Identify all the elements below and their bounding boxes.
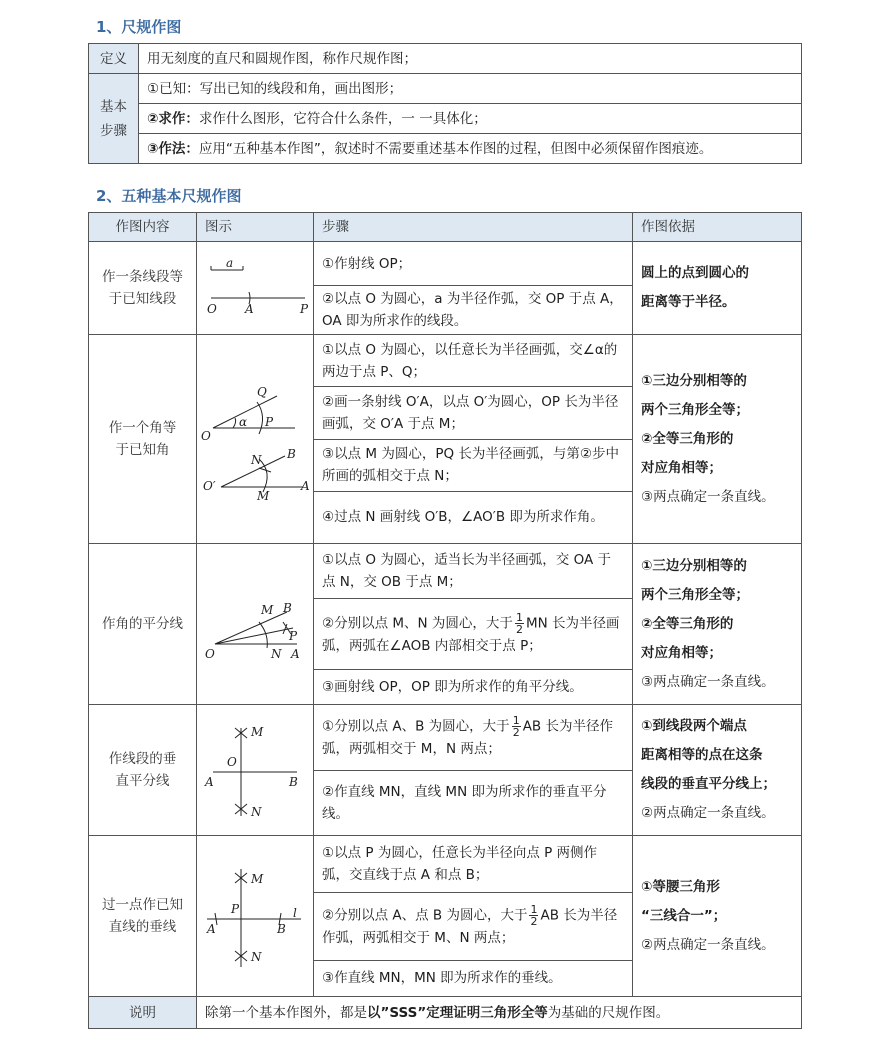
svg-text:α: α [239, 415, 248, 429]
label-P: P [300, 302, 309, 316]
row3-basis: ①三边分别相等的 两个三角形全等； ②全等三角形的 对应角相等； ③两点确定一条直线。 [633, 544, 802, 705]
row2-step-1: ①以点 O 为圆心，以任意长为半径画弧，交∠α的两边于点 P、Q； [314, 335, 632, 387]
svg-text:O′: O′ [203, 479, 216, 493]
svg-text:B: B [287, 447, 296, 461]
svg-text:O: O [201, 429, 211, 443]
def-label: 定义 [89, 44, 139, 74]
basic-step-1: ①已知：写出已知的线段和角，画出图形； [139, 74, 802, 104]
svg-text:N: N [251, 805, 262, 819]
row4-step-1: ①分别以点 A、B 为圆心，大于 $\frac{1}{2}$ AB 长为半径作弧，两弧相交于 M，N 两点； [314, 705, 632, 771]
row3-step-3: ③画射线 OP，OP 即为所求作的角平分线。 [322, 678, 583, 695]
svg-text:l: l [293, 906, 297, 920]
row1-figure [197, 242, 314, 335]
label-a: a [226, 258, 234, 270]
row2-step-2: ②画一条射线 O′A，以点 O′为圆心，OP 长为半径画弧，交 O′A 于点 M； [314, 387, 632, 439]
svg-text:O: O [227, 755, 237, 769]
note-label: 说明 [89, 997, 197, 1029]
basic-step-3: ③作法：应用“五种基本作图”，叙述时不需要重述基本作图的过程，但图中必须保留作图痕迹。 [139, 134, 802, 164]
row2-figure [197, 335, 314, 544]
svg-text:N: N [271, 647, 282, 661]
label-A: A [245, 302, 254, 316]
svg-text:O: O [205, 647, 215, 661]
svg-text:A: A [301, 479, 310, 493]
row3-figure [197, 544, 314, 705]
header-basis: 作图依据 [633, 213, 802, 242]
row2-basis: ①三边分别相等的 两个三角形全等； ②全等三角形的 对应角相等； ③两点确定一条直线。 [633, 335, 802, 544]
svg-text:Q: Q [257, 385, 267, 399]
section1-title: 1、尺规作图 [96, 18, 182, 36]
label-O: O [207, 302, 217, 316]
svg-text:P: P [265, 415, 274, 429]
row4-step-2: ②作直线 MN，直线 MN 即为所求作的垂直平分线。 [322, 783, 607, 822]
row1-name: 作一条线段等于已知线段 [89, 242, 197, 335]
row5-step-2: ②分别以点 A、点 B 为圆心，大于 $\frac{1}{2}$ AB 长为半径作弧，两弧相交于 M、N 两点； [314, 893, 632, 961]
table-row [89, 836, 802, 997]
row2-step-3: ③以点 M 为圆心，PQ 长为半径画弧，与第②步中所画的弧相交于点 N； [314, 440, 632, 492]
row1-step-1: ①作射线 OP； [314, 242, 632, 286]
row5-step-3: ③作直线 MN，MN 即为所求作的垂线。 [322, 970, 562, 987]
note-text: 除第一个基本作图外，都是以”SSS”定理证明三角形全等为基础的尺规作图。 [197, 997, 802, 1029]
svg-text:P: P [231, 902, 240, 916]
svg-text:N: N [251, 950, 262, 964]
svg-text:M: M [261, 603, 274, 617]
svg-text:A: A [291, 647, 300, 661]
row5-name: 过一点作已知直线的垂线 [89, 836, 197, 997]
header-steps: 步骤 [314, 213, 633, 242]
row4-figure [197, 705, 314, 836]
row2-step-4: ④过点 N 画射线 O′B，∠AO′B 即为所求作角。 [322, 509, 604, 526]
svg-text:A: A [207, 922, 216, 936]
table-row [89, 705, 802, 836]
svg-text:P: P [289, 629, 298, 643]
row4-basis: ①到线段两个端点 距离相等的点在这条 线段的垂直平分线上； ②两点确定一条直线。 [633, 705, 802, 836]
definition-table [88, 43, 802, 164]
svg-text:B: B [283, 601, 292, 615]
svg-text:M: M [251, 872, 264, 886]
row2-name: 作一个角等于已知角 [89, 335, 197, 544]
header-content: 作图内容 [89, 213, 197, 242]
row4-name: 作线段的垂直平分线 [89, 705, 197, 836]
def-text: 用无刻度的直尺和圆规作图，称作尺规作图； [139, 44, 802, 74]
svg-text:B: B [277, 922, 286, 936]
table-row [89, 242, 802, 335]
table-row [89, 544, 802, 705]
row1-step-2: ②以点 O 为圆心，a 为半径作弧，交 OP 于点 A，OA 即为所求作的线段。 [322, 291, 623, 329]
svg-text:M: M [251, 725, 264, 739]
header-figure: 图示 [197, 213, 314, 242]
svg-text:B: B [289, 775, 298, 789]
steps-label: 基本步骤 [89, 74, 139, 164]
basic-step-2: ②求作：求作什么图形，它符合什么条件，一 一具体化； [139, 104, 802, 134]
constructions-table [88, 212, 802, 1029]
table-row [89, 335, 802, 544]
row3-step-2: ②分别以点 M、N 为圆心，大于 $\frac{1}{2}$ MN 长为半径画弧，两弧在∠AOB 内部相交于点 P； [314, 599, 632, 669]
row5-figure [197, 836, 314, 997]
note-row [89, 997, 802, 1029]
row3-name: 作角的平分线 [89, 544, 197, 705]
svg-text:A: A [205, 775, 214, 789]
row3-step-1: ①以点 O 为圆心，适当长为半径画弧，交 OA 于点 N，交 OB 于点 M； [314, 544, 632, 599]
svg-text:N: N [251, 453, 262, 467]
row5-basis: ①等腰三角形 “三线合一”； ②两点确定一条直线。 [633, 836, 802, 997]
row1-basis: 圆上的点到圆心的 距离等于半径。 [633, 242, 802, 335]
svg-text:M: M [257, 489, 270, 503]
section2-title: 2、五种基本尺规作图 [96, 187, 242, 205]
row5-step-1: ①以点 P 为圆心，任意长为半径向点 P 两侧作弧，交直线于点 A 和点 B； [314, 836, 632, 893]
